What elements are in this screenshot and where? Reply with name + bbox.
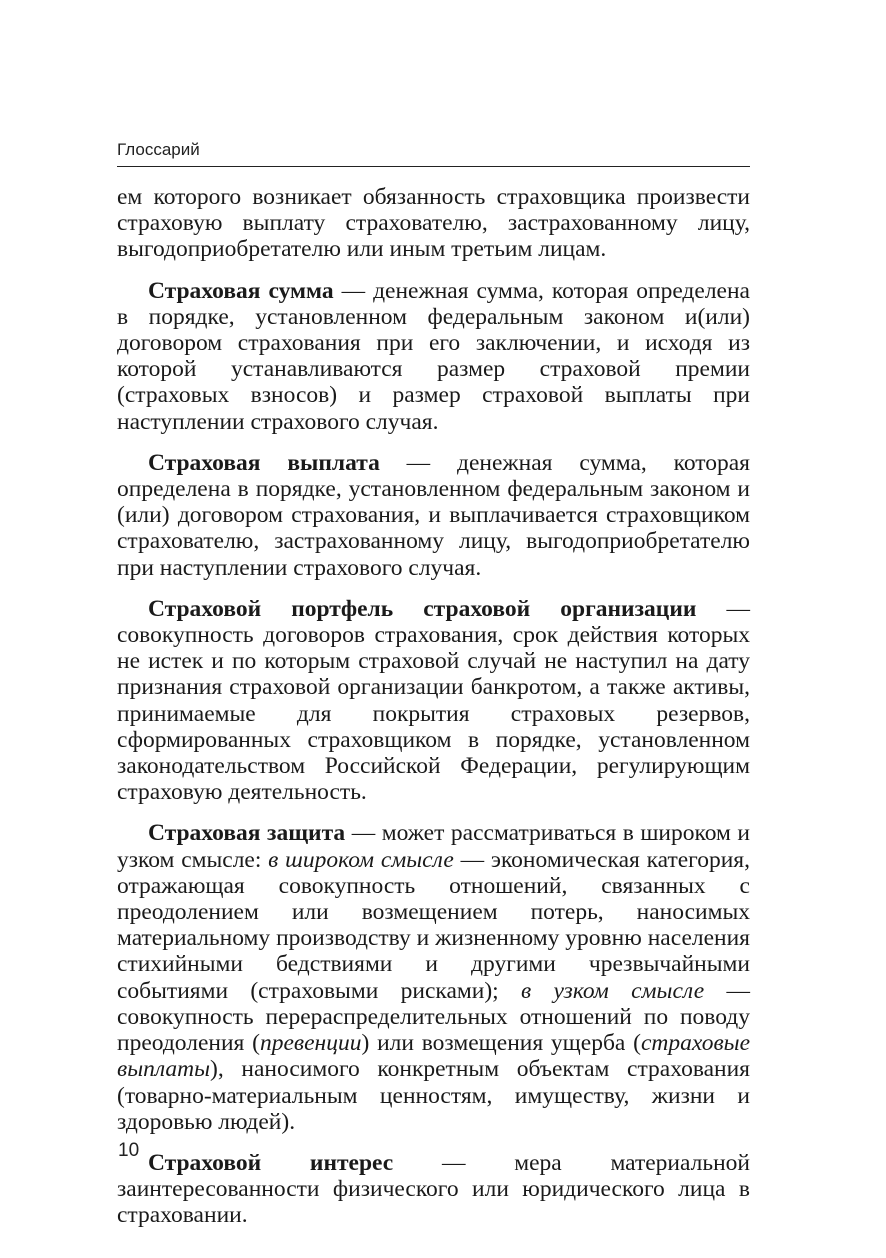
entry-term: Страховой портфель страховой организации: [148, 595, 697, 622]
entry-definition: — совокупность договоров страхования, срок действия которых не истек и по которым страховой случай не наступил на дату признания страховой организации банкротом, а также активы, принимаемые для покрытия страховых резервов, сформированных страховщиком в порядке, установленном законодательством Российской Федерации, регулирующим страховую деятельность.: [117, 595, 751, 806]
glossary-entry-insurance-portfolio: [117, 596, 750, 806]
entry-definition-part: ) или возмещения ущерба (: [361, 1030, 641, 1057]
entry-text: ем которого возникает обязанность страховщика произвести страховую выплату страхователю, застрахованному лицу, выгодоприобретателю или иным третьим лицам.: [117, 184, 750, 263]
entry-definition: — денежная сумма, которая определена в порядке, установленном федеральным законом и (или) договором страхования, и выплачивается страховщиком страхователю, застрахованному лицу, выгодоприобретателю при наступлении страхового случая.: [117, 449, 750, 581]
glossary-entry-insurance-protection: [117, 820, 750, 1134]
entry-definition-part: ), наносимого конкретным объектам страхования (товарно-материальным ценностям, имуществу, жизни и здоровью людей).: [117, 1056, 750, 1135]
entry-emphasis: страховые выплаты: [117, 1030, 751, 1083]
entry-term: Страховая выплата: [148, 449, 380, 476]
glossary-entry-insured-sum: [117, 278, 750, 435]
entry-emphasis: превенции: [259, 1030, 362, 1057]
entry-definition: — денежная сумма, которая определена в порядке, установленном федеральным законом и(или) договором страхования при его заключении, и исходя из которой устанавливаются размер страховой премии (страховых взносов) и размер страховой выплаты при наступлении страхового случая.: [117, 277, 750, 435]
page-number: 10: [118, 1140, 140, 1161]
running-header: [117, 139, 750, 167]
entry-definition-part: — экономическая категория, отражающая совокупность отношений, связанных с преодолением или возмещением потерь, наносимых материальному производству и жизненному уровню населения стихийными бедствиями и другими чрезвычайными событиями (страховыми рисками);: [117, 846, 750, 1004]
entry-emphasis: в узком смысле: [521, 977, 705, 1004]
entry-definition-part: — может рассматриваться в широком и узком смысле:: [117, 820, 751, 873]
entry-definition-part: — совокупность перераспределительных отношений по поводу преодоления (: [117, 977, 751, 1057]
glossary-body: [117, 184, 750, 1244]
entry-definition: — мера материальной заинтересованности физического или юридического лица в страховании.: [117, 1149, 750, 1229]
running-title: Глоссарий: [117, 140, 200, 159]
glossary-entry-continuation: [117, 184, 750, 263]
glossary-entry-insurable-interest: [117, 1150, 750, 1229]
entry-emphasis: в широком смысле: [268, 846, 454, 873]
entry-term: Страховая защита: [148, 820, 346, 847]
entry-term: Страховой интерес: [148, 1149, 394, 1176]
entry-term: Страховая сумма: [148, 277, 334, 304]
glossary-entry-insurance-payment: [117, 450, 750, 581]
